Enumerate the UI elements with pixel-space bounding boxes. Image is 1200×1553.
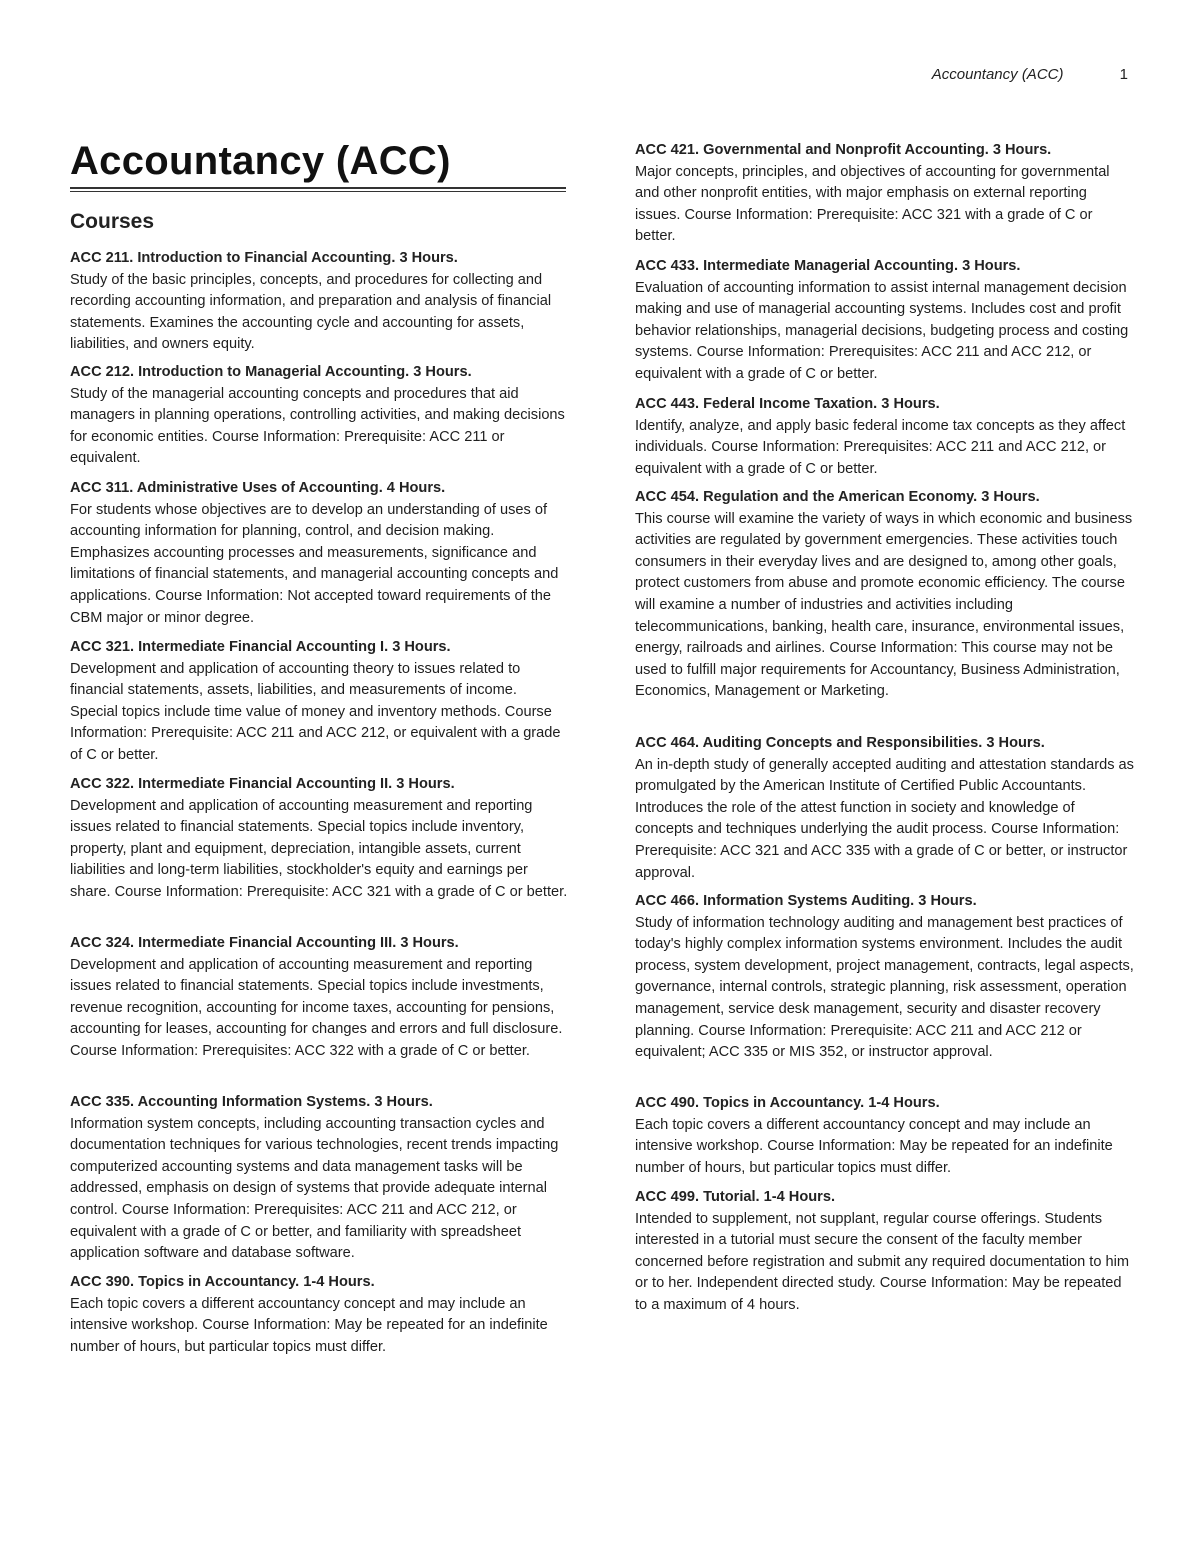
course-title: ACC 499. Tutorial. 1-4 Hours. [635,1189,836,1205]
course-description: This course will examine the variety of ways in which economic and business activities are regulated by government emergencies. These activities touch consumers in their everyday lives and are designed to, among other goals, protect customers from abuse and promote economic efficiency. The course will examine a number of industries and activities including telecommunications, banking, health care, insurance, environmental issues, energy, railroads and airlines. Course Information: This course may not be used to fulfill major requirements for Accountancy, Business Administration, Economics, Management or Marketing. [635,510,1133,700]
course-title: ACC 421. Governmental and Nonprofit Accounting. 3 Hours. [635,142,1052,158]
course-title: ACC 443. Federal Income Taxation. 3 Hours. [635,396,940,412]
course-title: ACC 490. Topics in Accountancy. 1-4 Hours. [635,1095,940,1111]
course-description: Development and application of accounting measurement and reporting issues related to financial statements. Special topics include investments, revenue recognition, accounting for income taxes, accounting for pensions, accounting for leases, accounting for changes and errors and full disclosure. Course Information: Prerequisites: ACC 322 with a grade of C or better. [70,956,563,1059]
course-description: Development and application of accounting theory to issues related to financial statements, assets, liabilities, and measurements of income. Special topics include time value of money and inventory methods. Course Information: Prerequisite: ACC 211 and ACC 212, or equivalent with a grade of C or better. [70,660,561,763]
course-entry [635,1093,1135,1179]
course-entry [635,733,1135,884]
course-entry [70,362,568,470]
course-entry [635,487,1135,703]
course-description: Information system concepts, including accounting transaction cycles and documentation techniques for various technologies, recent trends impacting computerized accounting systems and data management tasks will be addressed, emphasis on design of systems that provide adequate internal control. Course Information: Prerequisites: ACC 211 and ACC 212, or equivalent with a grade of C or better, and familiarity with spreadsheet application software and database software. [70,1115,559,1262]
course-entry [70,248,568,356]
course-title: ACC 335. Accounting Information Systems. 3 Hours. [70,1094,433,1110]
page-title: Accountancy (ACC) [70,139,451,183]
course-entry [635,394,1135,480]
title-rule-secondary [70,191,566,192]
course-title: ACC 321. Intermediate Financial Accounting I. 3 Hours. [70,639,451,655]
course-description: For students whose objectives are to develop an understanding of uses of accounting information for planning, control, and decision making. Emphasizes accounting processes and measurements, significance and limitations of financial statements, and managerial accounting concepts and applications. Course Information: Not accepted toward requirements of the CBM major or minor degree. [70,501,559,626]
course-description: Major concepts, principles, and objectives of accounting for governmental and other nonprofit entities, with major emphasis on external reporting issues. Course Information: Prerequisite: ACC 321 with a grade of C or better. [635,163,1110,245]
course-description: Intended to supplement, not supplant, regular course offerings. Students interested in a tutorial must secure the consent of the faculty member concerned before registration and submit any required documentation to him or to her. Independent directed study. Course Information: May be repeated to a maximum of 4 hours. [635,1210,1130,1313]
running-header [932,66,1128,83]
course-description: Development and application of accounting measurement and reporting issues related to financial statements. Special topics include inventory, property, plant and equipment, depreciation, intangible assets, current liabilities and long-term liabilities, stockholder's equity and earnings per share. Course Information: Prerequisite: ACC 321 with a grade of C or better. [70,797,568,900]
course-description: Each topic covers a different accountancy concept and may include an intensive workshop. Course Information: May be repeated for an indefinite number of hours, but particular topics must differ. [635,1116,1113,1176]
course-title: ACC 212. Introduction to Managerial Accounting. 3 Hours. [70,364,472,380]
course-entry [635,256,1135,386]
course-entry [70,1272,568,1358]
course-entry [635,891,1135,1064]
course-title: ACC 211. Introduction to Financial Accounting. 3 Hours. [70,250,458,266]
course-description: Study of information technology auditing and management best practices of today's highly complex information systems environment. Includes the audit process, system development, project management, contracts, legal aspects, governance, internal controls, strategic planning, risk assessment, operation management, service desk management, security and disaster recovery planning. Course Information: Prerequisite: ACC 211 and ACC 212 or equivalent; ACC 335 or MIS 352, or instructor approval. [635,914,1134,1061]
course-entry [70,774,568,904]
course-entry [635,1187,1135,1317]
course-entry [70,933,568,1063]
course-title: ACC 324. Intermediate Financial Accounting III. 3 Hours. [70,935,459,951]
section-heading: Courses [70,210,155,233]
course-title: ACC 390. Topics in Accountancy. 1-4 Hours. [70,1274,375,1290]
course-description: An in-depth study of generally accepted auditing and attestation standards as promulgated by the American Institute of Certified Public Accountants. Introduces the role of the attest function in society and knowledge of concepts and techniques underlying the audit process. Course Information: Prerequisite: ACC 321 and ACC 335 with a grade of C or better, or instructor approval. [635,756,1134,881]
course-description: Identify, analyze, and apply basic federal income tax concepts as they affect individuals. Course Information: Prerequisites: ACC 211 and ACC 212, or equivalent with a grade of C or better. [635,417,1126,477]
course-description: Study of the managerial accounting concepts and procedures that aid managers in planning operations, controlling activities, and making decisions for economic entities. Course Information: Prerequisite: ACC 211 or equivalent. [70,385,565,467]
course-title: ACC 433. Intermediate Managerial Accounting. 3 Hours. [635,258,1021,274]
course-description: Each topic covers a different accountancy concept and may include an intensive workshop. Course Information: May be repeated for an indefinite number of hours, but particular topics must differ. [70,1295,548,1355]
course-title: ACC 322. Intermediate Financial Accounting II. 3 Hours. [70,776,455,792]
course-entry [70,1092,568,1265]
course-description: Study of the basic principles, concepts, and procedures for collecting and recording accounting information, and preparation and analysis of financial statements. Examines the accounting cycle and accounting for assets, liabilities, and owners equity. [70,271,552,353]
course-title: ACC 464. Auditing Concepts and Responsibilities. 3 Hours. [635,735,1045,751]
course-title: ACC 454. Regulation and the American Economy. 3 Hours. [635,489,1040,505]
course-entry [635,140,1135,248]
course-title: ACC 466. Information Systems Auditing. 3 Hours. [635,893,977,909]
course-title: ACC 311. Administrative Uses of Accounting. 4 Hours. [70,480,446,496]
title-rule [70,187,566,189]
course-entry [70,478,568,629]
page-number: 1 [1119,66,1128,83]
course-description: Evaluation of accounting information to assist internal management decision making and use of managerial accounting systems. Includes cost and profit behavior relationships, managerial decisions, budgeting process and costing systems. Course Information: Prerequisites: ACC 211 and ACC 212, or equivalent with a grade of C or better. [635,279,1129,382]
course-entry [70,637,568,767]
running-header-title: Accountancy (ACC) [931,66,1064,83]
